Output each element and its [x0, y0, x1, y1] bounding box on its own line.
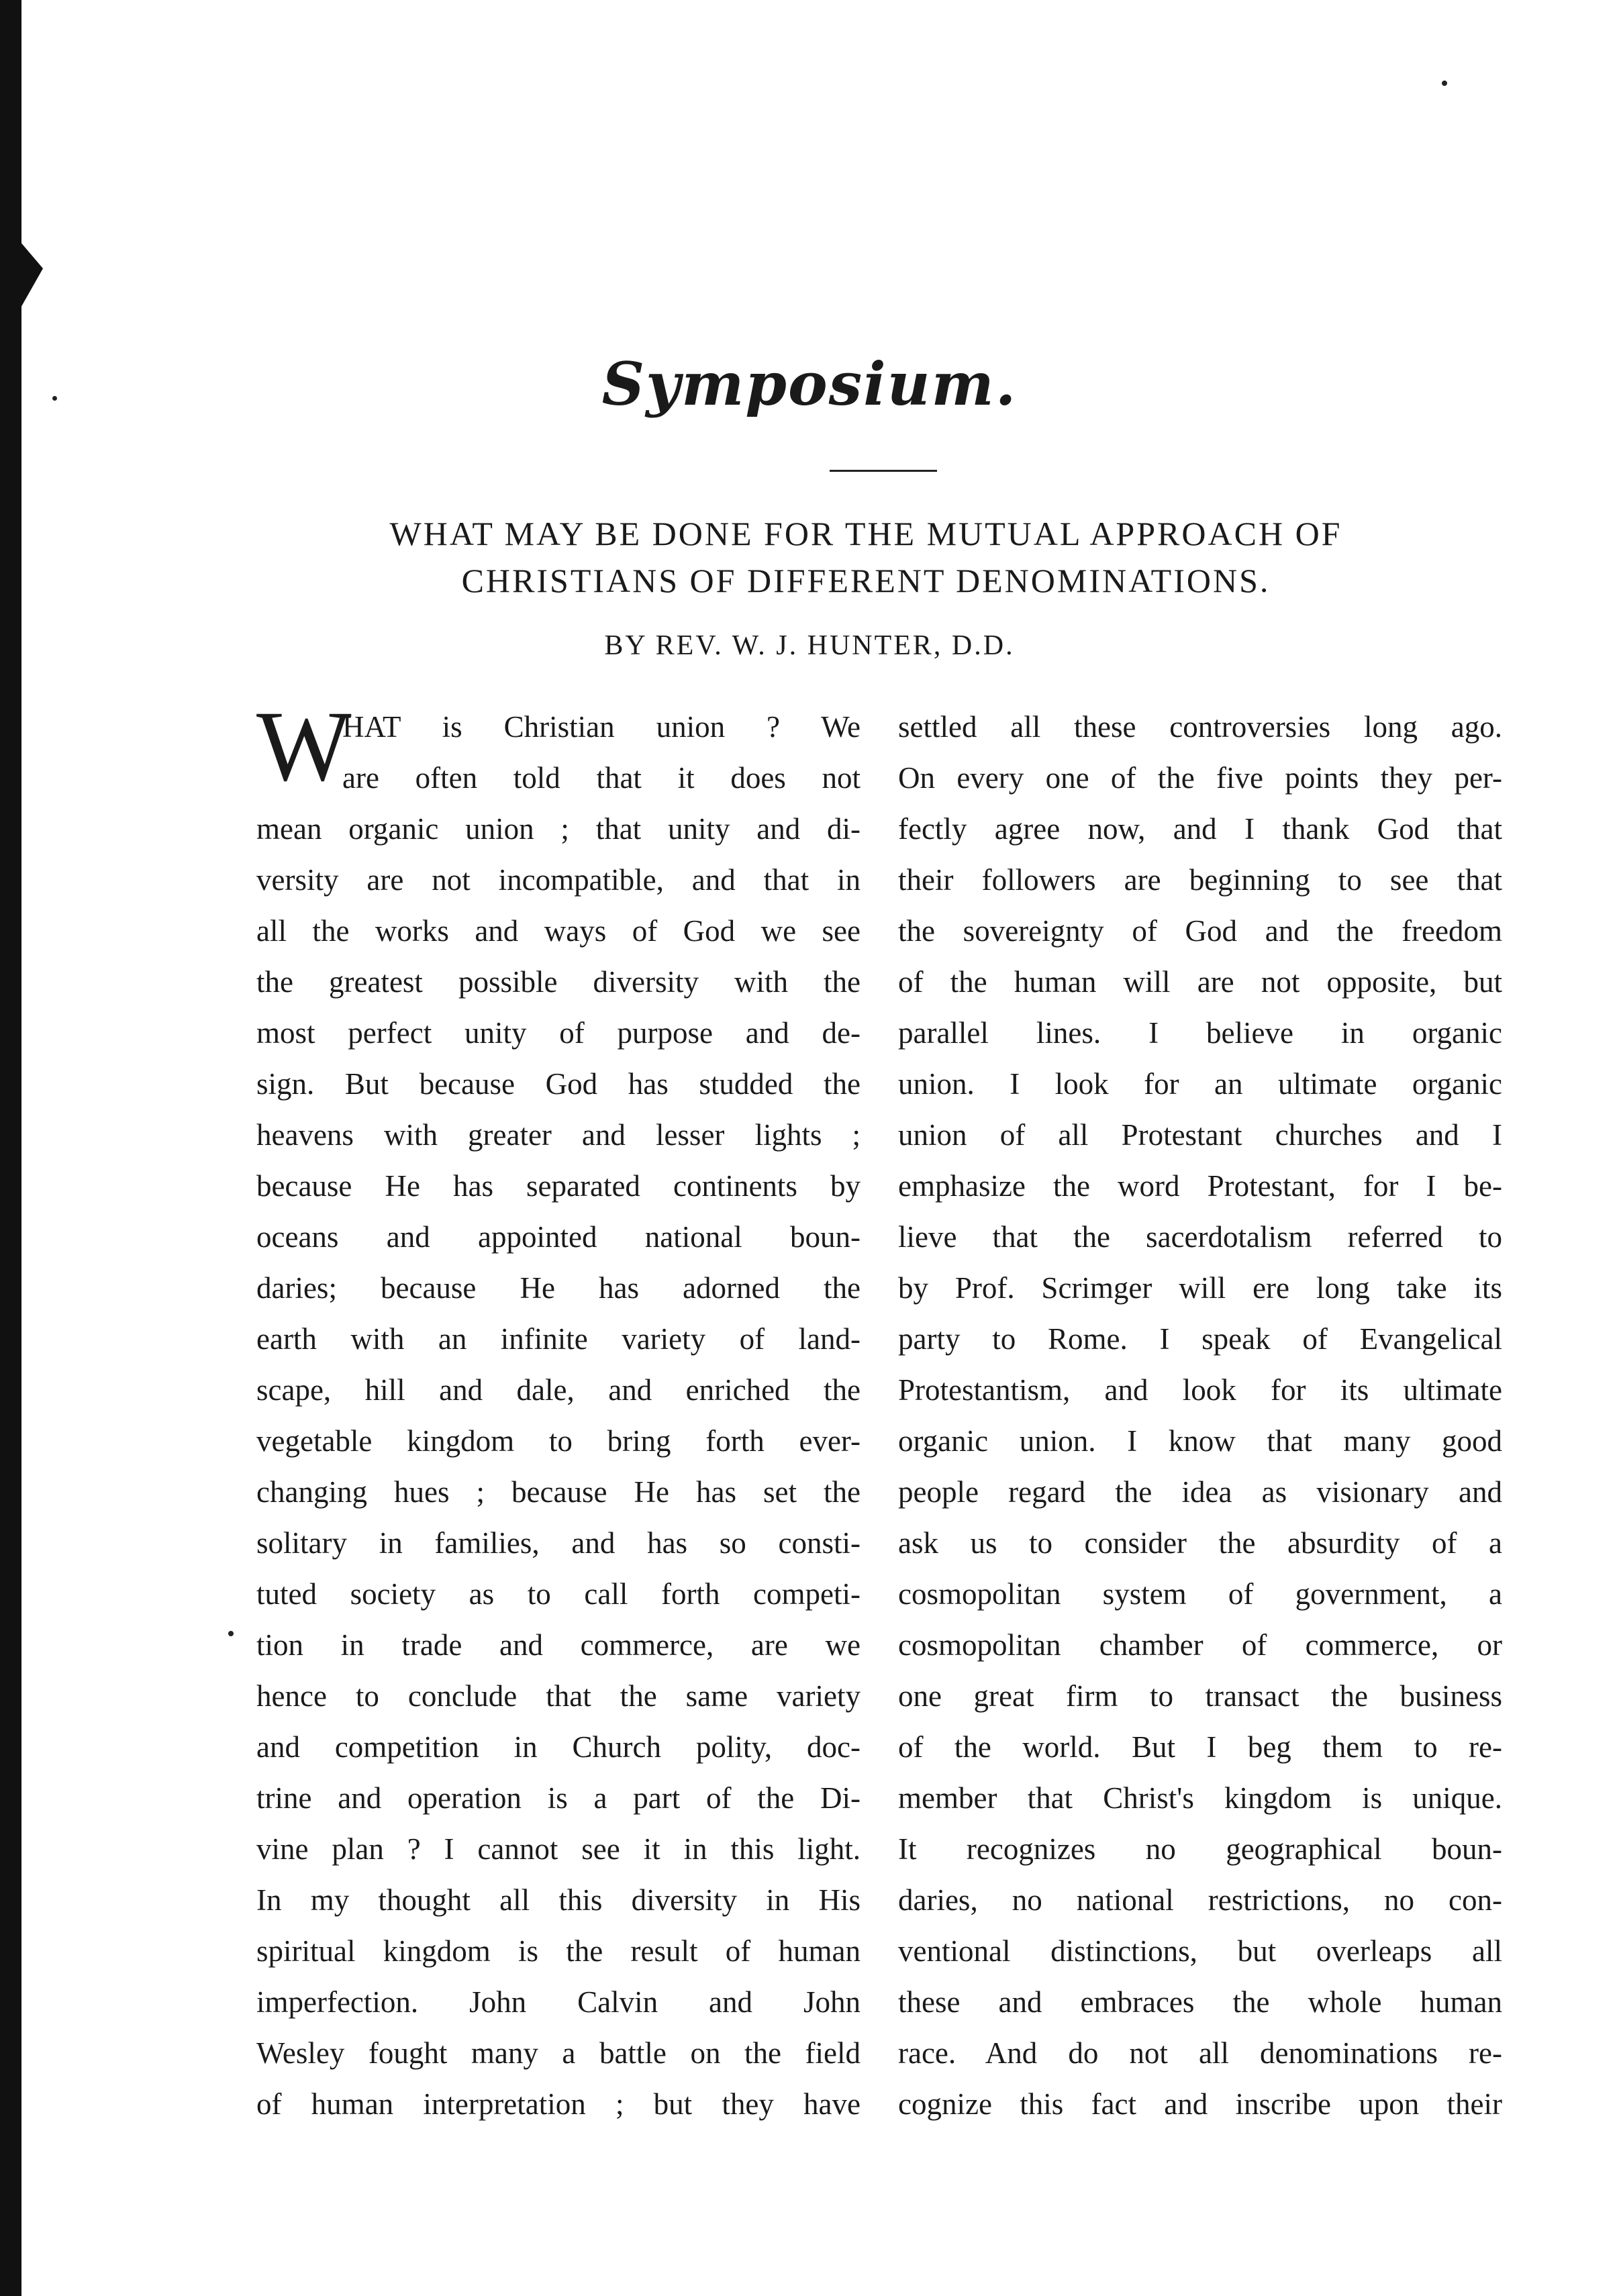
text-line: because He has separated continents by: [256, 1169, 861, 1203]
text-line: member that Christ's kingdom is unique.: [898, 1781, 1502, 1815]
text-line: In my thought all this diversity in His: [256, 1883, 861, 1917]
page-binding-edge: [0, 0, 21, 2296]
article-heading: [255, 510, 1477, 604]
text-line: tuted society as to call forth competi-: [256, 1577, 861, 1611]
text-line: the sovereignty of God and the freedom: [898, 914, 1502, 948]
drop-cap: W: [256, 691, 352, 802]
text-line: spiritual kingdom is the result of human: [256, 1934, 861, 1968]
text-line: earth with an infinite variety of land-: [256, 1322, 861, 1356]
text-line: union of all Protestant churches and I: [898, 1118, 1502, 1152]
text-line: daries, no national restrictions, no con-: [898, 1883, 1502, 1917]
text-line: one great firm to transact the business: [898, 1679, 1502, 1713]
text-line: cosmopolitan chamber of commerce, or: [898, 1628, 1502, 1662]
text-line: scape, hill and dale, and enriched the: [256, 1373, 861, 1407]
right-column: [898, 701, 1502, 2130]
dropcap-block: [256, 691, 861, 803]
title-divider: [830, 470, 937, 472]
text-line: and competition in Church polity, doc-: [256, 1730, 861, 1764]
text-line: hence to conclude that the same variety: [256, 1679, 861, 1713]
text-line: these and embraces the whole human: [898, 1985, 1502, 2019]
text-line: solitary in families, and has so consti-: [256, 1526, 861, 1560]
text-line: Protestantism, and look for its ultimate: [898, 1373, 1502, 1407]
text-line: all the works and ways of God we see: [256, 914, 861, 948]
author-byline: BY REV. W. J. HUNTER, D.D.: [604, 630, 1015, 661]
text-line: It recognizes no geographical boun-: [898, 1832, 1502, 1866]
text-line: ask us to consider the absurdity of a: [898, 1526, 1502, 1560]
page-title: Symposium.: [601, 349, 1018, 419]
text-line: tion in trade and commerce, are we: [256, 1628, 861, 1662]
text-line: HAT is Christian union ? We: [342, 710, 861, 744]
text-line: heavens with greater and lesser lights ;: [256, 1118, 861, 1152]
text-line: are often told that it does not: [342, 761, 861, 795]
text-line: vine plan ? I cannot see it in this light.: [256, 1832, 861, 1866]
text-line: changing hues ; because He has set the: [256, 1475, 861, 1509]
text-line: organic union. I know that many good: [898, 1424, 1502, 1458]
text-line: party to Rome. I speak of Evangelical: [898, 1322, 1502, 1356]
heading-line-2: CHRISTIANS OF DIFFERENT DENOMINATIONS.: [461, 562, 1271, 599]
text-line: imperfection. John Calvin and John: [256, 1985, 861, 2019]
ink-speck: [228, 1631, 234, 1636]
text-line: of the world. But I beg them to re-: [898, 1730, 1502, 1764]
text-line: ventional distinctions, but overleaps all: [898, 1934, 1502, 1968]
text-line: settled all these controversies long ago.: [898, 710, 1502, 744]
text-line: Wesley fought many a battle on the field: [256, 2036, 861, 2070]
text-line: versity are not incompatible, and that in: [256, 863, 861, 897]
left-column: [256, 691, 861, 2130]
text-line: their followers are beginning to see that: [898, 863, 1502, 897]
text-line: vegetable kingdom to bring forth ever-: [256, 1424, 861, 1458]
text-line: daries; because He has adorned the: [256, 1271, 861, 1305]
text-line: oceans and appointed national boun-: [256, 1220, 861, 1254]
ink-speck: [1442, 81, 1447, 86]
text-line: people regard the idea as visionary and: [898, 1475, 1502, 1509]
text-line: most perfect unity of purpose and de-: [256, 1016, 861, 1050]
text-line: of human interpretation ; but they have: [256, 2087, 861, 2121]
heading-line-1: WHAT MAY BE DONE FOR THE MUTUAL APPROACH OF: [389, 515, 1342, 552]
text-line: cosmopolitan system of government, a: [898, 1577, 1502, 1611]
text-line: lieve that the sacerdotalism referred to: [898, 1220, 1502, 1254]
text-line: by Prof. Scrimger will ere long take its: [898, 1271, 1502, 1305]
text-line: the greatest possible diversity with the: [256, 965, 861, 999]
text-line: of the human will are not opposite, but: [898, 965, 1502, 999]
text-line: cognize this fact and inscribe upon their: [898, 2087, 1502, 2121]
text-line: race. And do not all denominations re-: [898, 2036, 1502, 2070]
text-line: emphasize the word Protestant, for I be-: [898, 1169, 1502, 1203]
text-line: sign. But because God has studded the: [256, 1067, 861, 1101]
binding-notch: [20, 242, 43, 309]
text-line: union. I look for an ultimate organic: [898, 1067, 1502, 1101]
text-line: parallel lines. I believe in organic: [898, 1016, 1502, 1050]
text-line: fectly agree now, and I thank God that: [898, 812, 1502, 846]
text-line: mean organic union ; that unity and di-: [256, 812, 861, 846]
text-line: On every one of the five points they per-: [898, 761, 1502, 795]
text-line: trine and operation is a part of the Di-: [256, 1781, 861, 1815]
